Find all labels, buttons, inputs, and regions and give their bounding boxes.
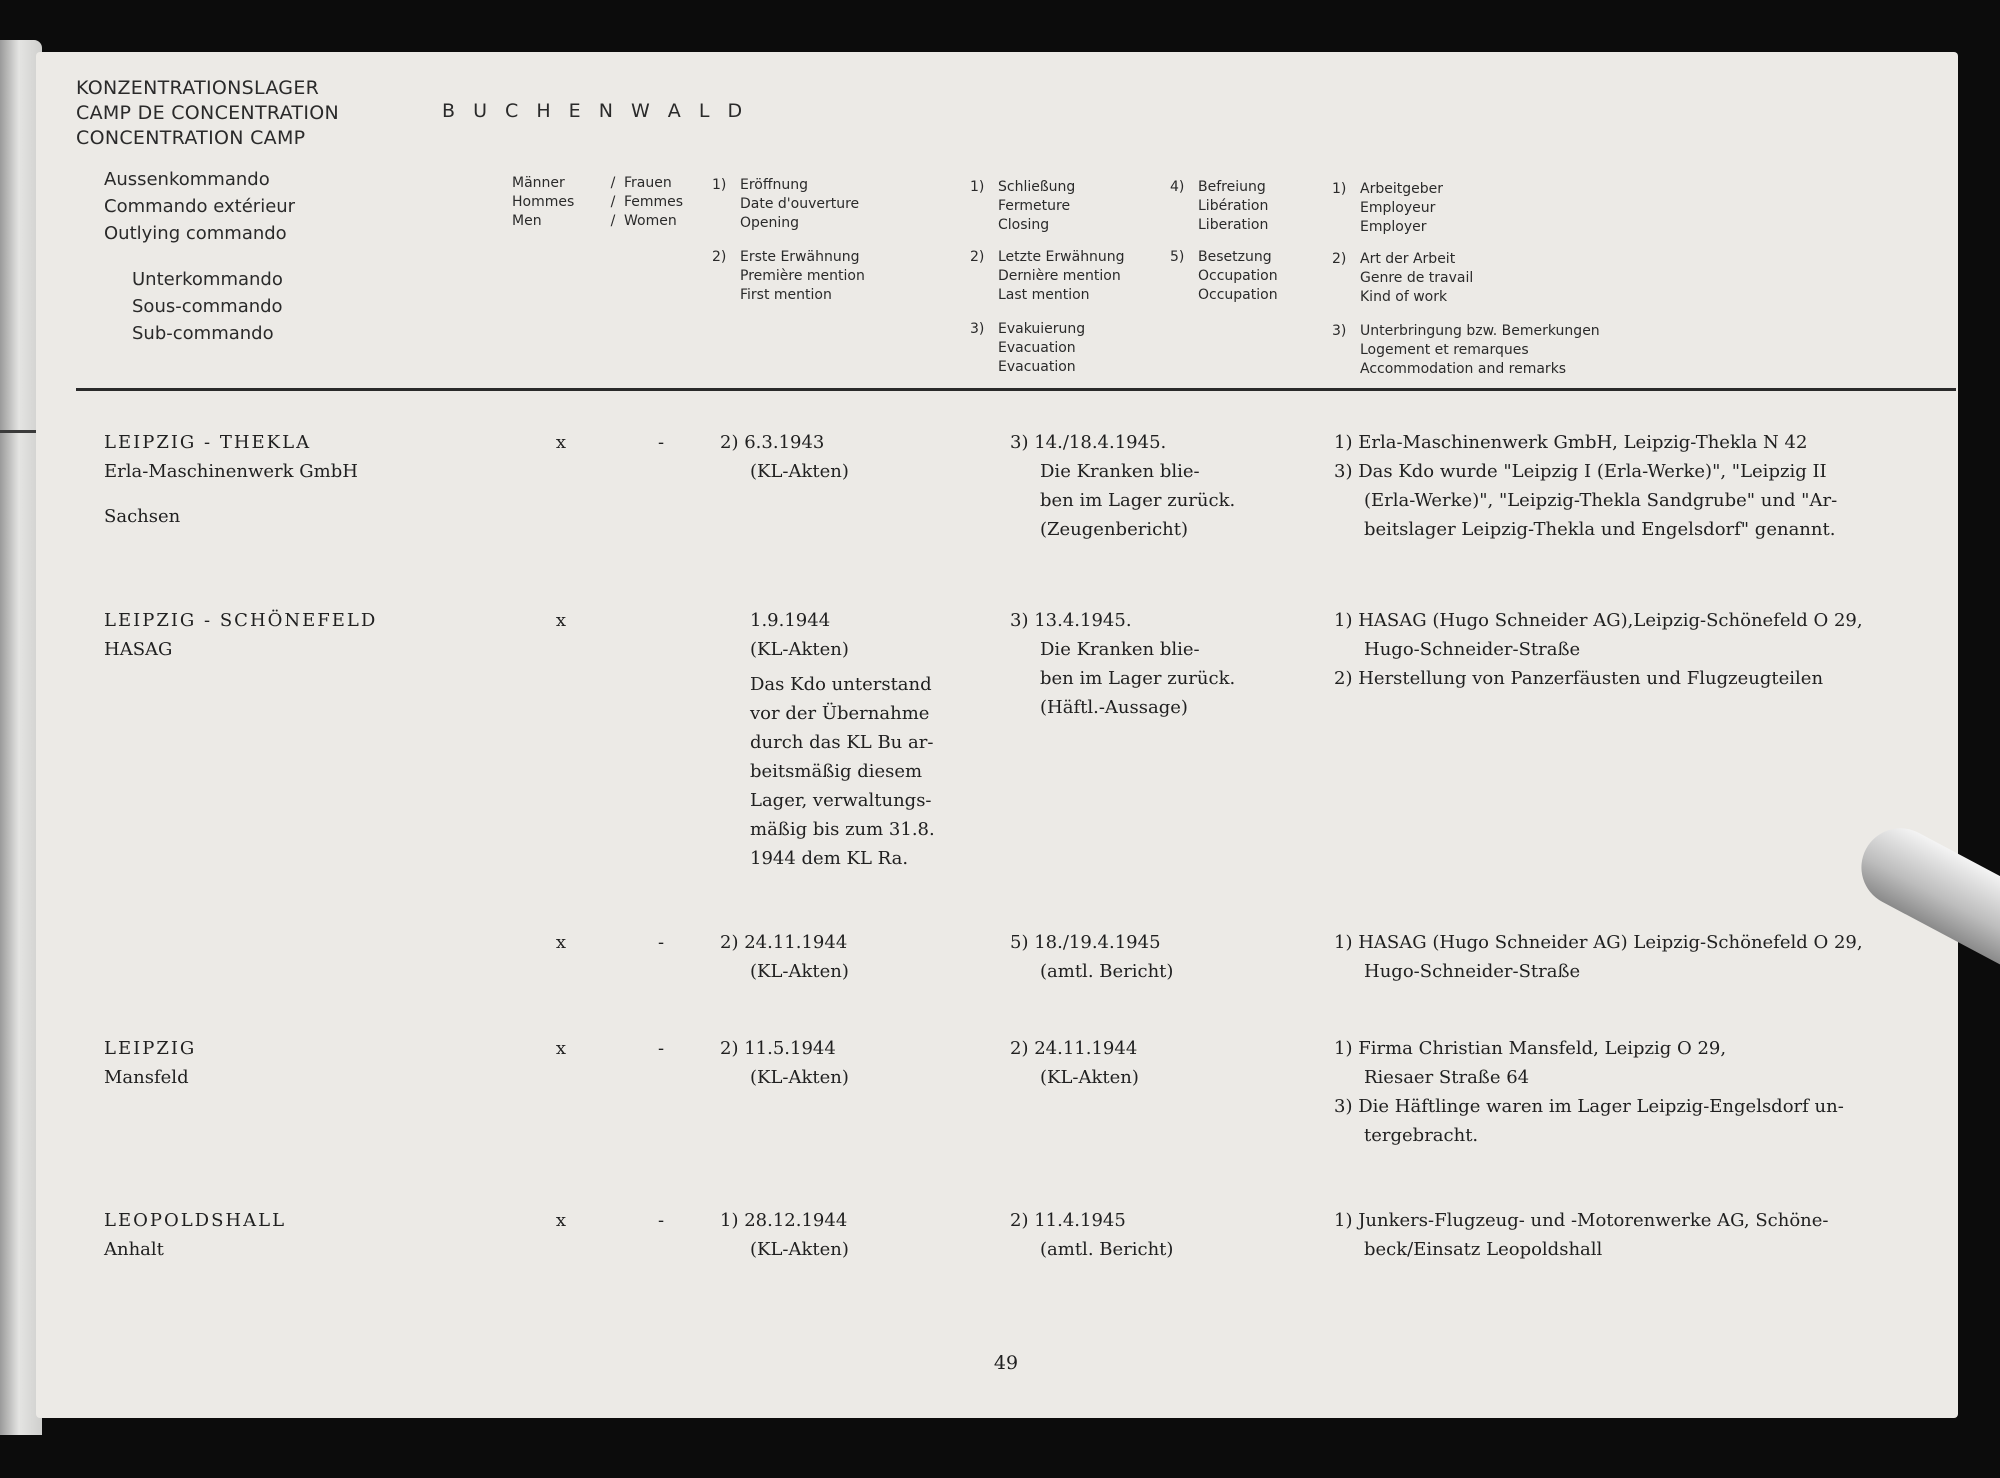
- employer-cell: 1) HASAG (Hugo Schneider AG) Leipzig-Schönefeld O 29, Hugo-Schneider-Straße: [1334, 932, 1863, 982]
- men-mark: x: [555, 932, 567, 953]
- opening-header: 1) Eröffnung Date d'ouverture Opening: [712, 177, 860, 231]
- women-mark: -: [657, 432, 665, 453]
- liberation-header: 4) Befreiung Libération Liberation: [1170, 179, 1269, 233]
- entry-name: LEOPOLDSHALL Anhalt: [104, 1210, 287, 1260]
- men-mark: x: [555, 1038, 567, 1059]
- kind-of-work-header: 2) Art der Arbeit Genre de travail Kind of work: [1332, 251, 1474, 305]
- camp-label-line: CAMP DE CONCENTRATION: [76, 102, 339, 124]
- evacuation-header: 3) Evakuierung Evacuation Evacuation: [970, 321, 1086, 375]
- outlying-commando-label: Aussenkommando Commando extérieur Outlying commando: [104, 169, 296, 244]
- closing-cell: 2) 24.11.1944 (KL-Akten): [1010, 1038, 1139, 1088]
- spine-rule: [0, 430, 40, 433]
- page-number: 49: [993, 1352, 1019, 1374]
- men-mark: x: [555, 432, 567, 453]
- occupation-header: 5) Besetzung Occupation Occupation: [1170, 249, 1278, 303]
- entry-name: LEIPZIG - THEKLA Erla-Maschinenwerk GmbH Sachsen: [104, 432, 358, 527]
- opening-cell: 1) 28.12.1944 (KL-Akten): [720, 1210, 849, 1260]
- sex-header: Männer / Frauen Hommes / Femmes Men / Women: [512, 175, 684, 229]
- camp-label-line: CONCENTRATION CAMP: [76, 127, 306, 149]
- employer-cell: 1) Firma Christian Mansfeld, Leipzig O 29, Riesaer Straße 64 3) Die Häftlinge waren im Lager Leipzig-Engelsdorf un- tergebracht.: [1334, 1038, 1844, 1146]
- camp-label-line: KONZENTRATIONSLAGER: [76, 77, 320, 99]
- entry-name: LEIPZIG - SCHÖNEFELD HASAG: [104, 610, 378, 660]
- closing-cell: 3) 14./18.4.1945. Die Kranken blie- ben im Lager zurück. (Zeugenbericht): [1010, 432, 1236, 540]
- employer-cell: 1) Junkers-Flugzeug- und -Motorenwerke AG, Schöne- beck/Einsatz Leopoldshall: [1334, 1210, 1829, 1260]
- closing-cell: 3) 13.4.1945. Die Kranken blie- ben im Lager zurück. (Häftl.-Aussage): [1010, 610, 1236, 718]
- header-rule: [76, 388, 1956, 391]
- opening-cell: 2) 24.11.1944 (KL-Akten): [720, 932, 849, 982]
- camp-name: B U C H E N W A L D: [442, 100, 749, 122]
- employer-cell: 1) HASAG (Hugo Schneider AG),Leipzig-Schönefeld O 29, Hugo-Schneider-Straße 2) Herstellung von Panzerfäusten und Flugzeugteilen: [1334, 610, 1863, 689]
- first-mention-header: 2) Erste Erwähnung Première mention First mention: [712, 249, 865, 303]
- last-mention-header: 2) Letzte Erwähnung Dernière mention Last mention: [970, 249, 1125, 303]
- entry-name: LEIPZIG Mansfeld: [104, 1038, 197, 1088]
- women-mark: -: [657, 932, 665, 953]
- sub-commando-label: Unterkommando Sous-commando Sub-commando: [132, 269, 283, 344]
- book-page: [36, 52, 1958, 1418]
- closing-header: 1) Schließung Fermeture Closing: [970, 179, 1076, 233]
- women-mark: -: [657, 1038, 665, 1059]
- men-mark: x: [555, 610, 567, 631]
- employer-cell: 1) Erla-Maschinenwerk GmbH, Leipzig-Thekla N 42 3) Das Kdo wurde "Leipzig I (Erla-Werke)", "Leipzig II (Erla-Werke)", "Leipzig-Thekla Sandgrube" und "Ar- beitslager Leipzig-Thekla und Engelsdorf" genannt.: [1334, 432, 1838, 540]
- women-mark: -: [657, 1210, 665, 1231]
- opening-cell: 2) 11.5.1944 (KL-Akten): [720, 1038, 849, 1088]
- employer-header: 1) Arbeitgeber Employeur Employer: [1332, 181, 1443, 235]
- administration-note: Das Kdo unterstand vor der Übernahme durch das KL Bu ar- beitsmäßig diesem Lager, verwaltungs- mäßig bis zum 31.8. 1944 dem KL Ra.: [750, 674, 935, 869]
- closing-cell: 5) 18./19.4.1945 (amtl. Bericht): [1010, 932, 1174, 982]
- accommodation-header: 3) Unterbringung bzw. Bemerkungen Logement et remarques Accommodation and remarks: [1332, 323, 1600, 377]
- men-mark: x: [555, 1210, 567, 1231]
- opening-cell: 2) 6.3.1943 (KL-Akten): [720, 432, 849, 482]
- closing-cell: 2) 11.4.1945 (amtl. Bericht): [1010, 1210, 1174, 1260]
- camp-type-label: [76, 76, 339, 151]
- opening-cell: 1.9.1944 (KL-Akten) Das Kdo unterstand vor der Übernahme durch das KL Bu ar- beitsmäßig diesem Lager, verwaltungs- mäßig bis zum 31.8. 1944 dem KL Ra.: [720, 606, 970, 873]
